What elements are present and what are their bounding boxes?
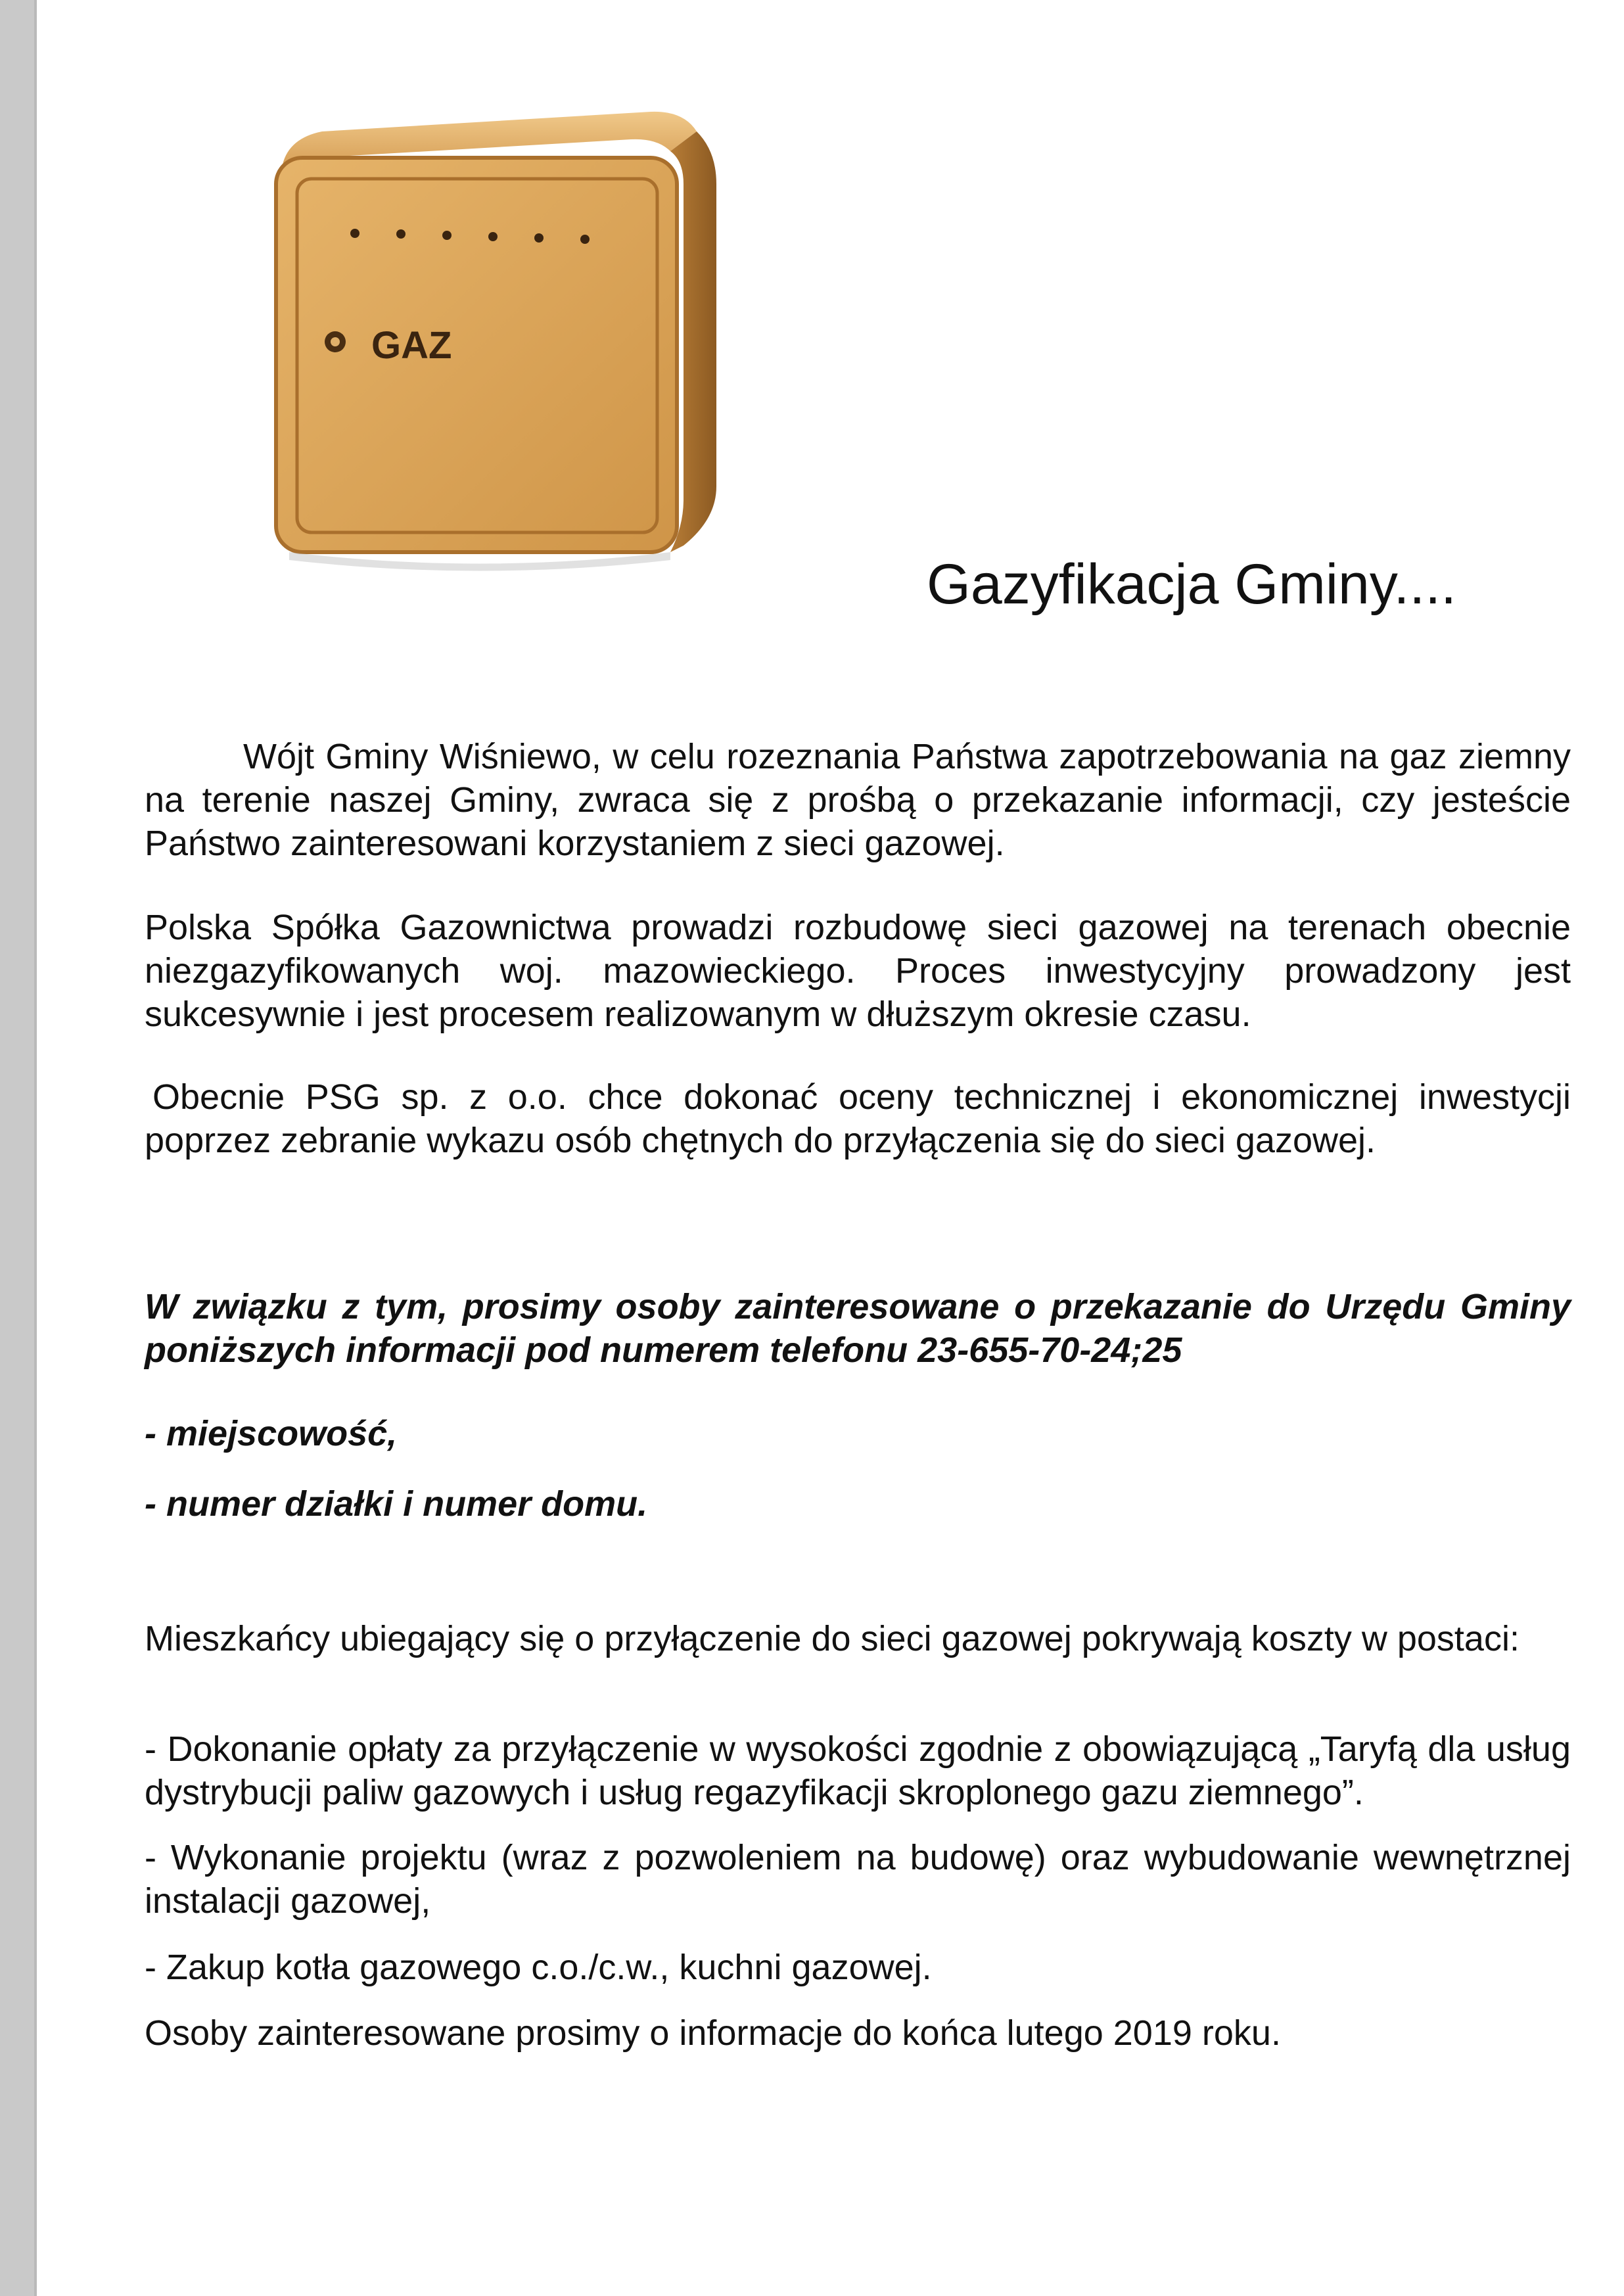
page-margin-strip [0,0,37,2296]
deadline-paragraph: Osoby zainteresowane prosimy o informacje do końca lutego 2019 roku. [145,2013,1281,2053]
gas-box-label: GAZ [371,324,452,367]
assessment-paragraph: Obecnie PSG sp. z o.o. chce dokonać oceny technicznej i ekonomicznej inwestycji poprzez zebranie wykazu osób chętnych do przyłączenia się do sieci gazowej. [145,1077,1571,1160]
required-item-locality: - miejscowość, [145,1414,398,1453]
psg-paragraph: Polska Spółka Gazownictwa prowadzi rozbudowę sieci gazowej na terenach obecnie niezgazyfikowanych woj. mazowieckiego. Proces inwestycyjny prowadzony jest sukcesywnie i jest procesem realizowanym w dłuższym okresie czasu. [145,908,1571,1034]
costs-intro-paragraph: Mieszkańcy ubiegający się o przyłączenie do sieci gazowej pokrywają koszty w postaci: [145,1619,1520,1658]
cost-item-installation: - Wykonanie projektu (wraz z pozwoleniem na budowę) oraz wybudowanie wewnętrznej instalacji gazowej, [145,1838,1571,1921]
page-title: Gazyfikacja Gminy.... [927,553,1457,616]
gas-meter-cabinet-icon [263,92,723,578]
required-item-plot-number: - numer działki i numer domu. [145,1484,648,1524]
cost-item-boiler: - Zakup kotła gazowego c.o./c.w., kuchni gazowej. [145,1948,932,1987]
intro-paragraph: Wójt Gminy Wiśniewo, w celu rozeznania Państwa zapotrzebowania na gaz ziemny na terenie naszej Gminy, zwraca się z prośbą o przekazanie informacji, czy jesteście Państwo zainteresowani korzystaniem z sieci gazowej. [145,737,1571,863]
cost-item-connection-fee: - Dokonanie opłaty za przyłączenie w wysokości zgodnie z obowiązującą „Taryfą dla usług dystrybucji paliw gazowych i usług regazyfikacji skroplonego gazu ziemnego”. [145,1729,1571,1812]
request-paragraph: W związku z tym, prosimy osoby zainteresowane o przekazanie do Urzędu Gminy poniższych informacji pod numerem telefonu 23-655-70-24;25 [145,1287,1571,1370]
